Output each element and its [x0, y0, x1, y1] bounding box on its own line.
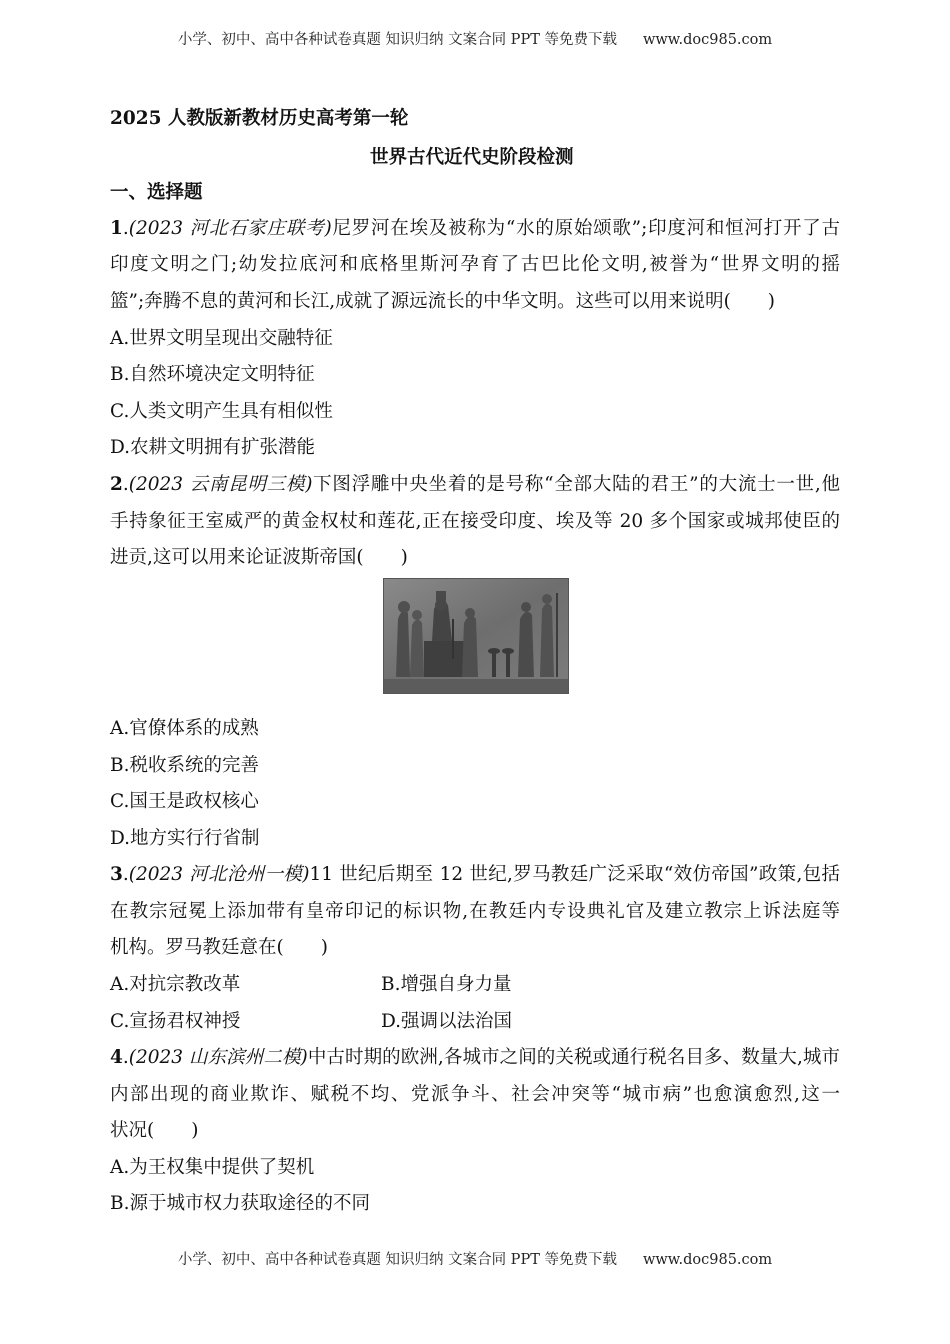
- question-4-line-1: 4.(2023 山东滨州二模)中古时期的欧洲,各城市之间的关税或通行税名目多、数量大,城市: [110, 1047, 840, 1068]
- option-a[interactable]: A.为王权集中提供了契机: [110, 1157, 315, 1178]
- doc-subtitle: 世界古代近代史阶段检测: [370, 147, 574, 168]
- question-source: (2023 河北沧州一模): [128, 864, 310, 885]
- question-2-line-1: 2.(2023 云南昆明三模)下图浮雕中央坐着的是号称“全部大陆的君王”的大流士一世,他: [110, 474, 840, 495]
- question-source: (2023 云南昆明三模): [128, 474, 313, 495]
- question-4-line-2: 内部出现的商业欺诈、赋税不均、党派争斗、社会冲突等“城市病”也愈演愈烈,这一: [110, 1084, 840, 1105]
- option-a[interactable]: A.官僚体系的成熟: [110, 718, 259, 739]
- option-d[interactable]: D.农耕文明拥有扩张潜能: [110, 437, 316, 458]
- option-d[interactable]: D.地方实行行省制: [110, 828, 260, 849]
- question-1-line-2: 印度文明之门;幼发拉底河和底格里斯河孕育了古巴比伦文明,被誉为“世界文明的摇: [110, 254, 840, 275]
- page-footer: [0, 1248, 950, 1269]
- doc-title: 2025 人教版新教材历史高考第一轮: [110, 108, 409, 129]
- question-source: (2023 山东滨州二模): [128, 1047, 308, 1068]
- page-header: [0, 28, 950, 49]
- question-4-line-3: 状况( ): [110, 1120, 199, 1141]
- question-text: 尼罗河在埃及被称为“水的原始颂歌”;印度河和恒河打开了古: [331, 218, 840, 239]
- option-a[interactable]: A.对抗宗教改革: [110, 974, 241, 995]
- option-a[interactable]: A.世界文明呈现出交融特征: [110, 328, 333, 349]
- question-3-line-2: 在教宗冠冕上添加带有皇帝印记的标识物,在教廷内专设典礼官及建立教宗上诉法庭等: [110, 901, 840, 922]
- option-b[interactable]: B.税收系统的完善: [110, 755, 259, 776]
- option-d[interactable]: D.强调以法治国: [381, 1011, 513, 1032]
- question-1-line-3: 篮”;奔腾不息的黄河和长江,成就了源远流长的中华文明。这些可以用来说明( ): [110, 291, 776, 312]
- question-3-line-3: 机构。罗马教廷意在( ): [110, 937, 328, 958]
- option-b[interactable]: B.增强自身力量: [381, 974, 512, 995]
- header-text: 小学、初中、高中各种试卷真题 知识归纳 文案合同 PPT 等免费下载: [177, 32, 617, 48]
- option-c[interactable]: C.人类文明产生具有相似性: [110, 401, 333, 422]
- relief-drawing: [384, 579, 568, 693]
- option-b[interactable]: B.自然环境决定文明特征: [110, 364, 315, 385]
- footer-site-link[interactable]: www.doc985.com: [642, 1252, 773, 1268]
- question-text: 下图浮雕中央坐着的是号称“全部大陆的君王”的大流士一世,他: [312, 474, 840, 495]
- question-source: (2023 河北石家庄联考): [128, 218, 332, 239]
- section-heading: 一、选择题: [110, 182, 203, 203]
- question-number: 3: [110, 864, 123, 885]
- question-text: 11 世纪后期至 12 世纪,罗马教廷广泛采取“效仿帝国”政策,包括: [309, 864, 840, 885]
- question-text: 中古时期的欧洲,各城市之间的关税或通行税名目多、数量大,城市: [307, 1047, 840, 1068]
- question-number: 1: [110, 218, 123, 239]
- question-number: 4: [110, 1047, 123, 1068]
- question-number: 2: [110, 474, 123, 495]
- question-2-line-3: 进贡,这可以用来论证波斯帝国( ): [110, 547, 408, 568]
- relief-image: [383, 578, 569, 694]
- footer-text: 小学、初中、高中各种试卷真题 知识归纳 文案合同 PPT 等免费下载: [177, 1252, 617, 1268]
- option-b[interactable]: B.源于城市权力获取途径的不同: [110, 1193, 370, 1214]
- question-2-line-2: 手持象征王室威严的黄金权杖和莲花,正在接受印度、埃及等 20 多个国家或城邦使臣的: [110, 511, 840, 532]
- option-c[interactable]: C.宣扬君权神授: [110, 1011, 241, 1032]
- question-1-line-1: 1.(2023 河北石家庄联考)尼罗河在埃及被称为“水的原始颂歌”;印度河和恒河打开了古: [110, 218, 840, 239]
- question-3-line-1: 3.(2023 河北沧州一模)11 世纪后期至 12 世纪,罗马教廷广泛采取“效仿帝国”政策,包括: [110, 864, 840, 885]
- option-c[interactable]: C.国王是政权核心: [110, 791, 259, 812]
- header-site-link[interactable]: www.doc985.com: [642, 32, 773, 48]
